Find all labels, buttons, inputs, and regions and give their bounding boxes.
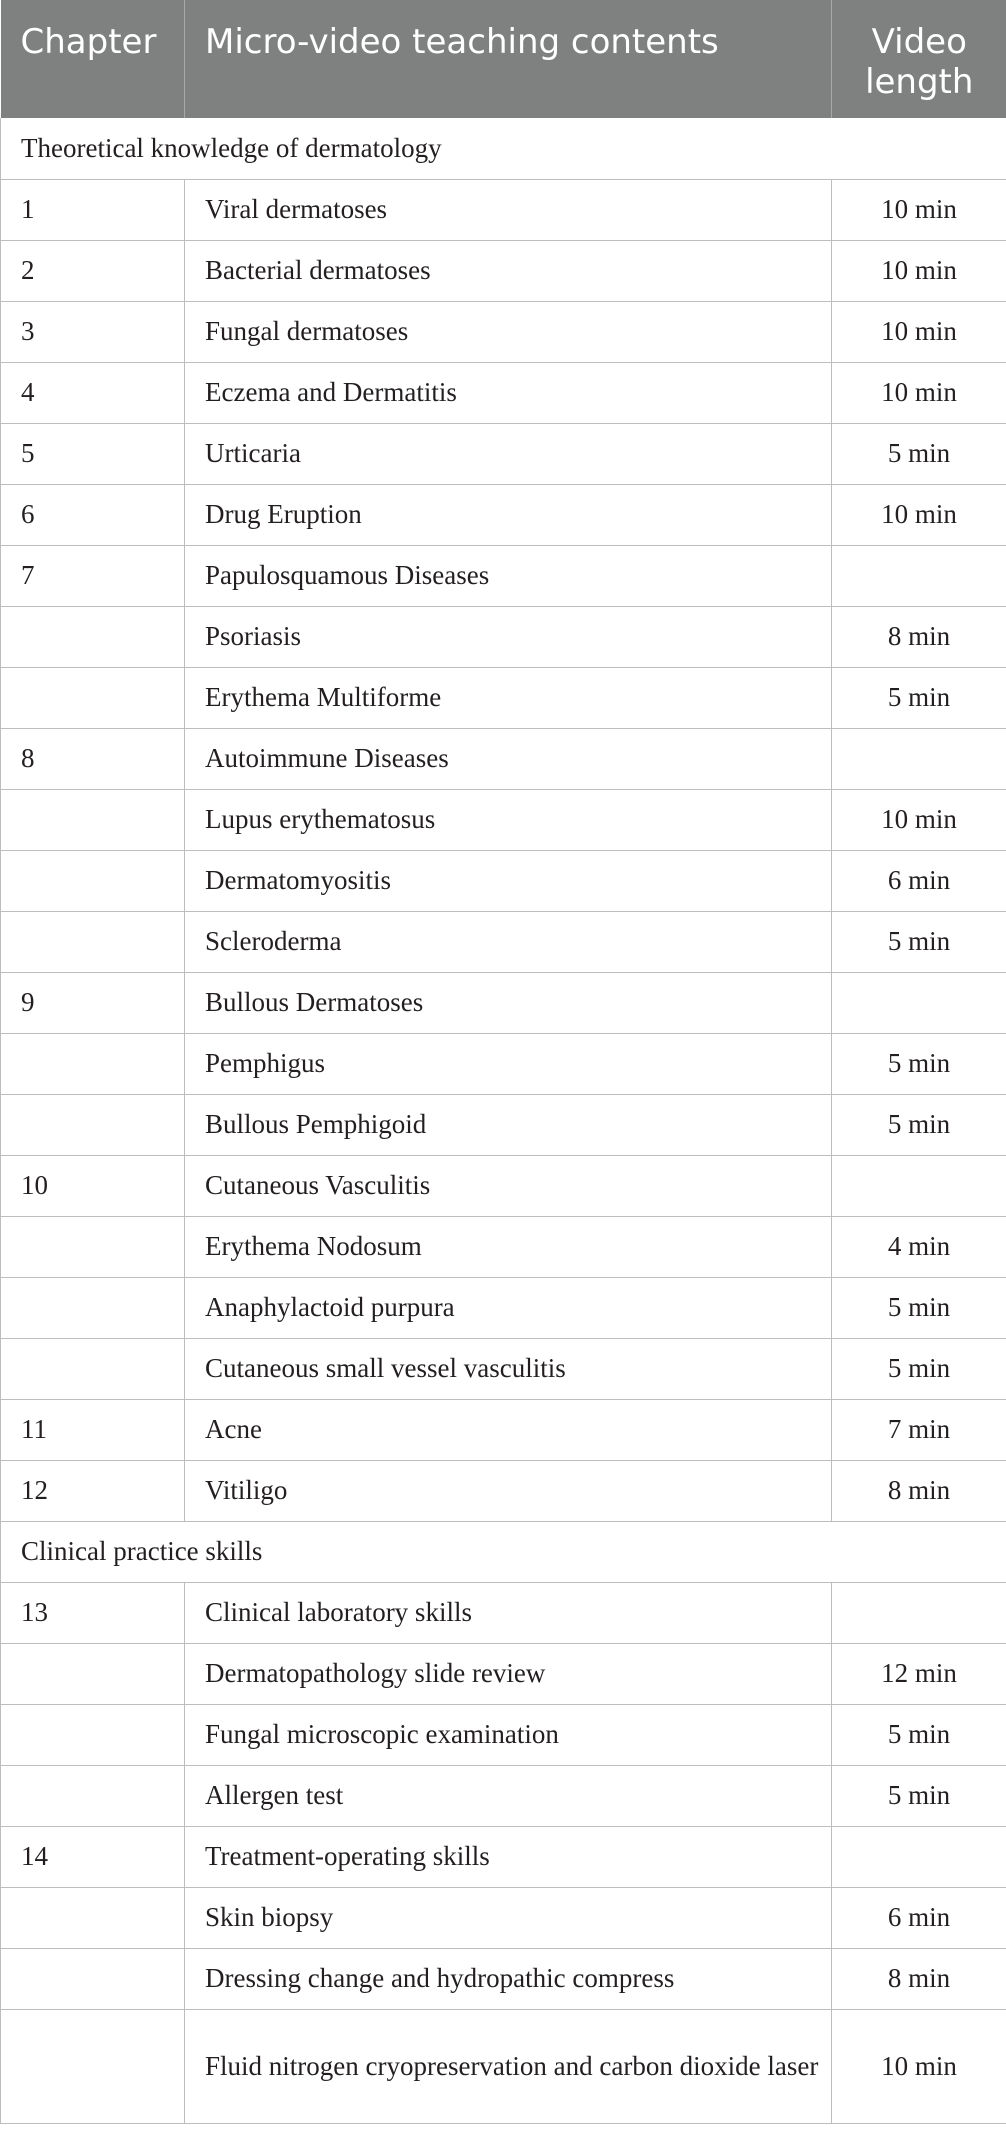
- content-cell: Bullous Dermatoses: [185, 972, 832, 1033]
- table-row: [1, 1216, 1006, 1277]
- video-length-cell: 6 min: [832, 850, 1006, 911]
- chapter-cell: [1, 1277, 185, 1338]
- content-cell: Erythema Multiforme: [185, 667, 832, 728]
- table-row: [1, 1643, 1006, 1704]
- content-cell: Psoriasis: [185, 606, 832, 667]
- chapter-cell: 11: [1, 1399, 185, 1460]
- content-cell: Eczema and Dermatitis: [185, 362, 832, 423]
- table-row: [1, 1948, 1006, 2009]
- video-length-cell: 5 min: [832, 1704, 1006, 1765]
- table-row: [1, 1765, 1006, 1826]
- table-row: [1, 1155, 1006, 1216]
- video-length-cell: 5 min: [832, 1033, 1006, 1094]
- chapter-cell: 10: [1, 1155, 185, 1216]
- video-length-cell: [832, 1582, 1006, 1643]
- video-length-cell: [832, 972, 1006, 1033]
- chapter-cell: 13: [1, 1582, 185, 1643]
- chapter-cell: [1, 789, 185, 850]
- table-row: [1, 606, 1006, 667]
- video-length-cell: 10 min: [832, 362, 1006, 423]
- table-row: [1, 1704, 1006, 1765]
- chapter-cell: 3: [1, 301, 185, 362]
- chapter-cell: 4: [1, 362, 185, 423]
- table-row: [1, 1826, 1006, 1887]
- chapter-cell: [1, 667, 185, 728]
- table-row: [1, 1094, 1006, 1155]
- content-cell: Dressing change and hydropathic compress: [185, 1948, 832, 2009]
- video-length-cell: [832, 728, 1006, 789]
- video-length-cell: [832, 1155, 1006, 1216]
- chapter-cell: 1: [1, 179, 185, 240]
- table-row: [1, 789, 1006, 850]
- chapter-cell: 9: [1, 972, 185, 1033]
- table-row: [1, 1277, 1006, 1338]
- table-row: [1, 423, 1006, 484]
- content-cell: Urticaria: [185, 423, 832, 484]
- chapter-cell: [1, 1765, 185, 1826]
- table-row: [1, 1582, 1006, 1643]
- content-cell: Vitiligo: [185, 1460, 832, 1521]
- video-length-cell: 10 min: [832, 789, 1006, 850]
- video-length-cell: 8 min: [832, 1948, 1006, 2009]
- table-body: [1, 118, 1006, 2123]
- video-length-cell: 5 min: [832, 1277, 1006, 1338]
- table-row: [1, 301, 1006, 362]
- chapter-cell: [1, 1216, 185, 1277]
- header-chapter: Chapter: [1, 0, 185, 118]
- table-row: [1, 1338, 1006, 1399]
- chapter-cell: [1, 1338, 185, 1399]
- content-cell: Anaphylactoid purpura: [185, 1277, 832, 1338]
- video-length-cell: 7 min: [832, 1399, 1006, 1460]
- content-cell: Papulosquamous Diseases: [185, 545, 832, 606]
- table-row: [1, 667, 1006, 728]
- video-length-cell: 6 min: [832, 1887, 1006, 1948]
- content-cell: Viral dermatoses: [185, 179, 832, 240]
- content-cell: Fungal dermatoses: [185, 301, 832, 362]
- chapter-cell: [1, 1704, 185, 1765]
- header-row: [1, 0, 1006, 118]
- chapter-cell: 6: [1, 484, 185, 545]
- header-video-length: Video length: [832, 0, 1006, 118]
- video-length-cell: 5 min: [832, 667, 1006, 728]
- table-row: [1, 1399, 1006, 1460]
- chapter-cell: [1, 1887, 185, 1948]
- content-cell: Pemphigus: [185, 1033, 832, 1094]
- video-length-cell: 10 min: [832, 240, 1006, 301]
- header-contents: Micro-video teaching contents: [185, 0, 832, 118]
- content-cell: Autoimmune Diseases: [185, 728, 832, 789]
- chapter-cell: 14: [1, 1826, 185, 1887]
- content-cell: Bullous Pemphigoid: [185, 1094, 832, 1155]
- video-length-cell: 4 min: [832, 1216, 1006, 1277]
- content-cell: Skin biopsy: [185, 1887, 832, 1948]
- content-cell: Clinical laboratory skills: [185, 1582, 832, 1643]
- content-cell: Cutaneous small vessel vasculitis: [185, 1338, 832, 1399]
- video-length-cell: 5 min: [832, 1765, 1006, 1826]
- content-cell: Fluid nitrogen cryopreservation and carbon dioxide laser: [185, 2009, 832, 2123]
- chapter-cell: [1, 911, 185, 972]
- content-cell: Dermatopathology slide review: [185, 1643, 832, 1704]
- content-cell: Lupus erythematosus: [185, 789, 832, 850]
- table-row: [1, 362, 1006, 423]
- content-cell: Treatment-operating skills: [185, 1826, 832, 1887]
- chapter-cell: [1, 1094, 185, 1155]
- chapter-cell: [1, 850, 185, 911]
- section-title: Clinical practice skills: [1, 1521, 1006, 1582]
- video-length-cell: 5 min: [832, 1094, 1006, 1155]
- chapter-cell: [1, 1643, 185, 1704]
- table-row: [1, 484, 1006, 545]
- chapter-cell: 2: [1, 240, 185, 301]
- video-length-cell: 8 min: [832, 606, 1006, 667]
- chapter-cell: 7: [1, 545, 185, 606]
- content-cell: Acne: [185, 1399, 832, 1460]
- chapter-cell: 5: [1, 423, 185, 484]
- video-length-cell: 5 min: [832, 911, 1006, 972]
- content-cell: Drug Eruption: [185, 484, 832, 545]
- table-row: [1, 1460, 1006, 1521]
- chapter-cell: [1, 1948, 185, 2009]
- section-row: [1, 118, 1006, 179]
- content-cell: Allergen test: [185, 1765, 832, 1826]
- content-cell: Cutaneous Vasculitis: [185, 1155, 832, 1216]
- video-length-cell: 8 min: [832, 1460, 1006, 1521]
- chapter-cell: 12: [1, 1460, 185, 1521]
- video-length-cell: 10 min: [832, 301, 1006, 362]
- video-length-cell: 10 min: [832, 179, 1006, 240]
- table-row: [1, 240, 1006, 301]
- table-row: [1, 2009, 1006, 2123]
- content-cell: Dermatomyositis: [185, 850, 832, 911]
- video-length-cell: 10 min: [832, 484, 1006, 545]
- video-length-cell: [832, 545, 1006, 606]
- content-cell: Scleroderma: [185, 911, 832, 972]
- chapter-cell: [1, 2009, 185, 2123]
- chapter-cell: [1, 606, 185, 667]
- video-length-cell: [832, 1826, 1006, 1887]
- section-title: Theoretical knowledge of dermatology: [1, 118, 1006, 179]
- video-length-cell: 5 min: [832, 423, 1006, 484]
- content-cell: Bacterial dermatoses: [185, 240, 832, 301]
- table-row: [1, 1033, 1006, 1094]
- table-row: [1, 1887, 1006, 1948]
- table-row: [1, 972, 1006, 1033]
- table-row: [1, 728, 1006, 789]
- section-row: [1, 1521, 1006, 1582]
- table-row: [1, 545, 1006, 606]
- chapter-cell: [1, 1033, 185, 1094]
- video-length-cell: 10 min: [832, 2009, 1006, 2123]
- table-header: [1, 0, 1006, 118]
- video-length-cell: 12 min: [832, 1643, 1006, 1704]
- video-length-cell: 5 min: [832, 1338, 1006, 1399]
- table-row: [1, 850, 1006, 911]
- content-cell: Erythema Nodosum: [185, 1216, 832, 1277]
- table-row: [1, 911, 1006, 972]
- chapter-cell: 8: [1, 728, 185, 789]
- table-row: [1, 179, 1006, 240]
- content-cell: Fungal microscopic examination: [185, 1704, 832, 1765]
